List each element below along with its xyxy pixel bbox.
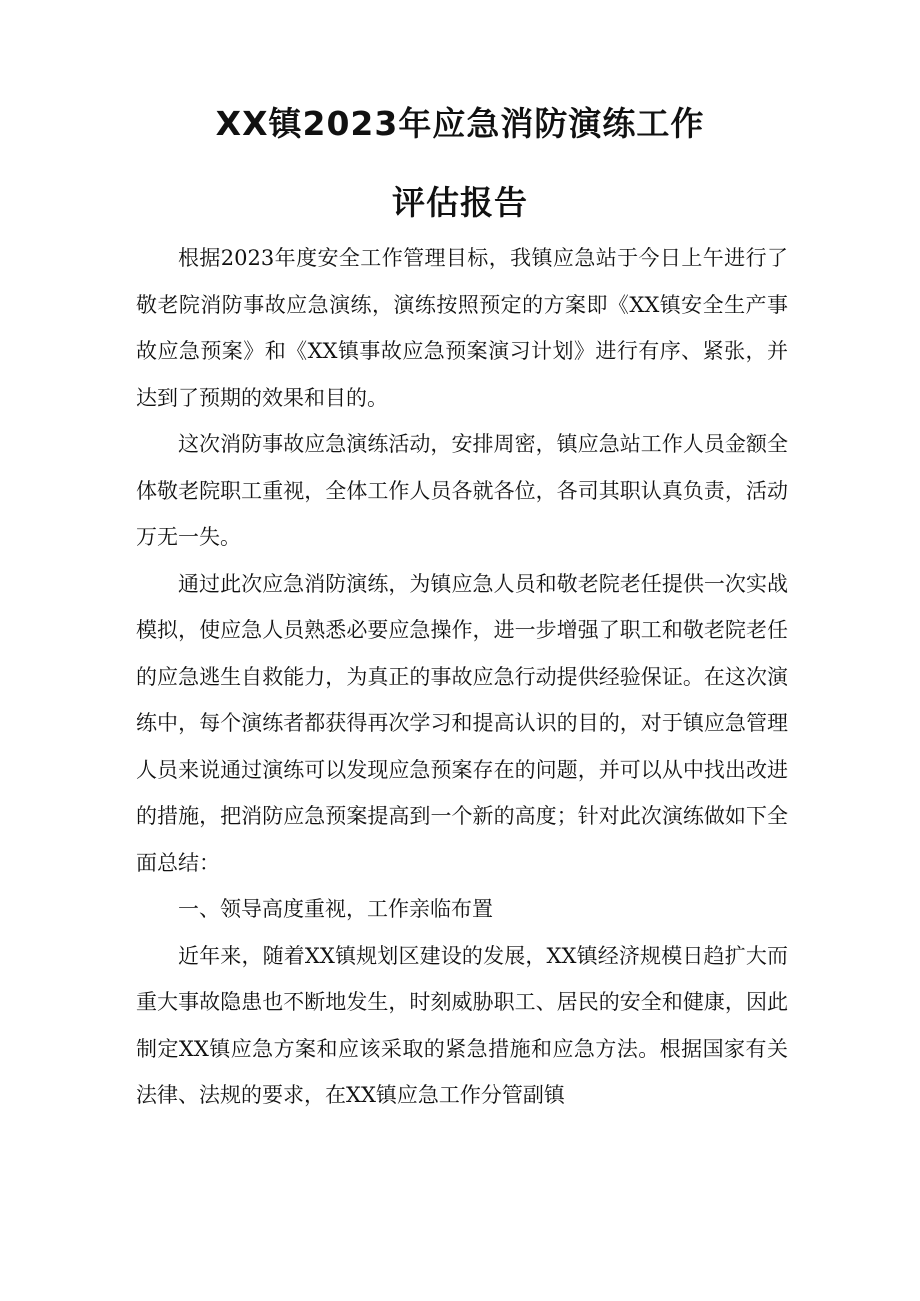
paragraph-section-1: 近年来，随着XX镇规划区建设的发展，XX镇经济规模日趋扩大而重大事故隐患也不断地发生，时刻威胁职工、居民的安全和健康，因此制定XX镇应急方案和应该采取的紧急措施和应急方法。根据国家有关法律、法规的要求，在XX镇应急工作分管副镇 bbox=[136, 943, 788, 1107]
document-body bbox=[136, 235, 788, 1119]
document-title-line-2: 评估报告 bbox=[392, 183, 528, 222]
paragraph-intro: 根据2023年度安全工作管理目标，我镇应急站于今日上午进行了敬老院消防事故应急演练，演练按照预定的方案即《XX镇安全生产事故应急预案》和《XX镇事故应急预案演习计划》进行有序、紧张，并达到了预期的效果和目的。 bbox=[136, 246, 788, 410]
paragraph-summary: 通过此次应急消防演练，为镇应急人员和敬老院老任提供一次实战模拟，使应急人员熟悉必要应急操作，进一步增强了职工和敬老院老任的应急逃生自救能力，为真正的事故应急行动提供经验保证。在这次演练中，每个演练者都获得再次学习和提高认识的目的，对于镇应急管理人员来说通过演练可以发现应急预案存在的问题，并可以从中找出改进的措施，把消防应急预案提高到一个新的高度；针对此次演练做如下全面总结： bbox=[136, 571, 788, 875]
document-title-line-1: XX镇2023年应急消防演练工作 bbox=[215, 104, 705, 143]
paragraph-activity: 这次消防事故应急演练活动，安排周密，镇应急站工作人员金额全体敬老院职工重视，全体工作人员各就各位，各司其职认真负责，活动万无一失。 bbox=[136, 432, 788, 549]
section-heading-1: 一、领导高度重视，工作亲临布置 bbox=[178, 897, 493, 921]
